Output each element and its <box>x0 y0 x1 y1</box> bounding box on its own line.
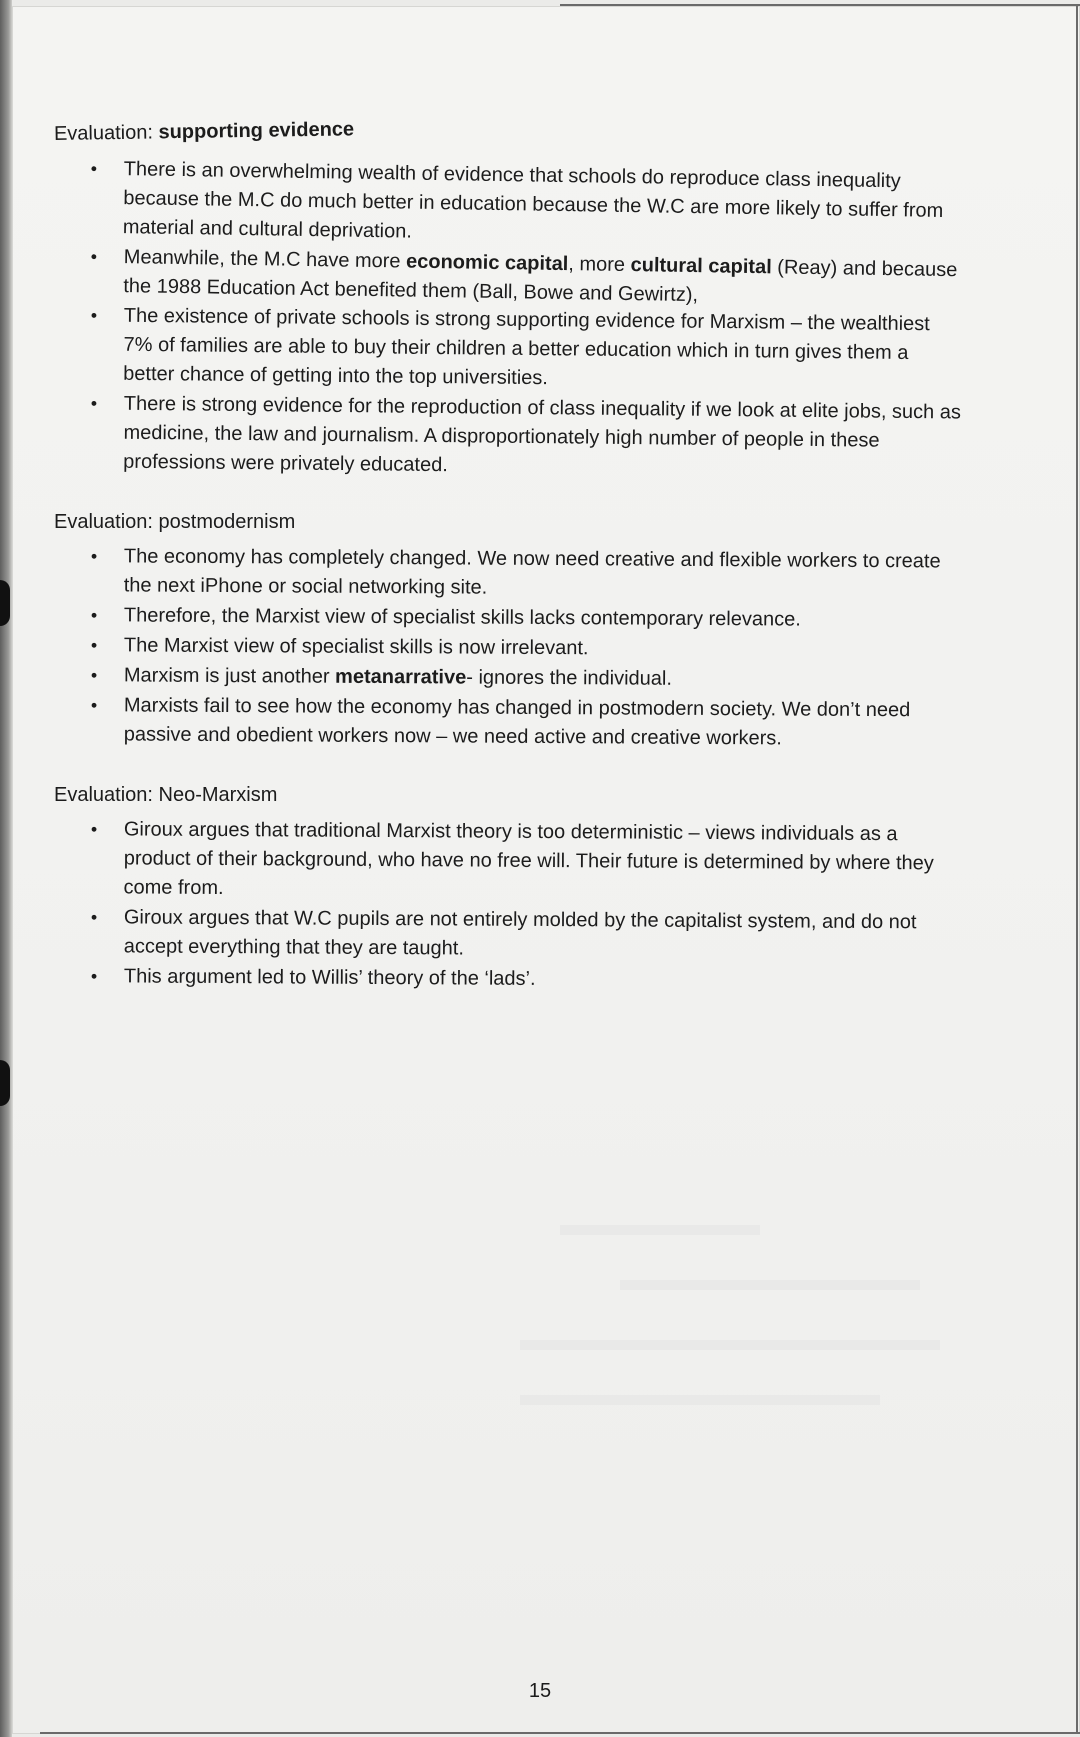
bullet-icon: • <box>90 605 98 626</box>
document-content <box>54 120 994 1023</box>
list-item: • There is strong evidence for the reproduction of class inequality if we look at elite jobs, such as medicine, the law and journalism. A disproportionately high number of people in these professions were privately educated. <box>53 389 964 486</box>
bullet-icon: • <box>90 907 98 928</box>
bullet-icon: • <box>90 393 98 414</box>
page-binding-shadow <box>0 0 12 1737</box>
bullet-icon: • <box>90 966 98 987</box>
page-number: 15 <box>528 1680 552 1702</box>
list-item: • The economy has completely changed. We now need creative and flexible workers to create the next iPhone or social networking site. <box>54 542 964 606</box>
punch-hole <box>0 580 10 626</box>
list-item: • Giroux argues that W.C pupils are not entirely molded by the capitalist system, and do not accept everything that they are taught. <box>54 903 964 967</box>
list-item: • Marxists fail to see how the economy has changed in postmodern society. We don’t need passive and obedient workers now – we need active and creative workers. <box>54 691 964 755</box>
list-item: • Meanwhile, the M.C have more economic capital, more cultural capital (Reay) and because the 1988 Education Act benefited them (Ball, Bowe and Gewirtz), <box>53 242 964 314</box>
section-supporting-evidence <box>54 120 994 476</box>
section-title: Evaluation: supporting evidence <box>53 118 355 145</box>
bullet-icon: • <box>90 246 98 267</box>
list-item: • There is an overwhelming wealth of evidence that schools do reproduce class inequality because the M.C do much better in education because the W.C are more likely to suffer from material and cultural deprivation. <box>53 154 964 255</box>
list-item: • Giroux argues that traditional Marxist theory is too deterministic – views individuals as a product of their background, who have no free will. Their future is determined by where they come from. <box>53 815 964 908</box>
section-postmodernism <box>54 508 994 749</box>
punch-hole <box>0 1060 10 1106</box>
page-edge-top <box>560 4 1080 6</box>
show-through-text <box>620 1280 920 1290</box>
bullet-icon: • <box>90 305 98 326</box>
bullet-icon: • <box>90 665 98 686</box>
list-item: • The Marxist view of specialist skills is now irrelevant. <box>54 631 964 666</box>
show-through-text <box>560 1225 760 1235</box>
bullet-icon: • <box>90 635 98 656</box>
section-neo-marxism <box>54 781 994 991</box>
bullet-icon: • <box>90 158 98 179</box>
bullet-icon: • <box>90 546 98 567</box>
show-through-text <box>520 1395 880 1405</box>
bullet-list <box>54 815 994 991</box>
list-item: • The existence of private schools is strong supporting evidence for Marxism – the wealthiest 7% of families are able to buy their children a better education which in turn gives them a better chance of getting into the top universities. <box>53 301 964 398</box>
list-item: • This argument led to Willis’ theory of the ‘lads’. <box>54 962 964 997</box>
bullet-list <box>54 154 994 476</box>
section-title: Evaluation: Neo-Marxism <box>54 784 278 806</box>
bullet-icon: • <box>90 819 98 840</box>
show-through-text <box>520 1340 940 1350</box>
section-title: Evaluation: postmodernism <box>54 511 296 533</box>
page-edge-right <box>1076 4 1078 1734</box>
bullet-icon: • <box>90 695 98 716</box>
page-edge-bottom <box>40 1732 1080 1734</box>
list-item: • Marxism is just another metanarrative- ignores the individual. <box>54 661 964 696</box>
list-item: • Therefore, the Marxist view of specialist skills lacks contemporary relevance. <box>54 601 964 636</box>
bullet-list <box>54 542 994 749</box>
